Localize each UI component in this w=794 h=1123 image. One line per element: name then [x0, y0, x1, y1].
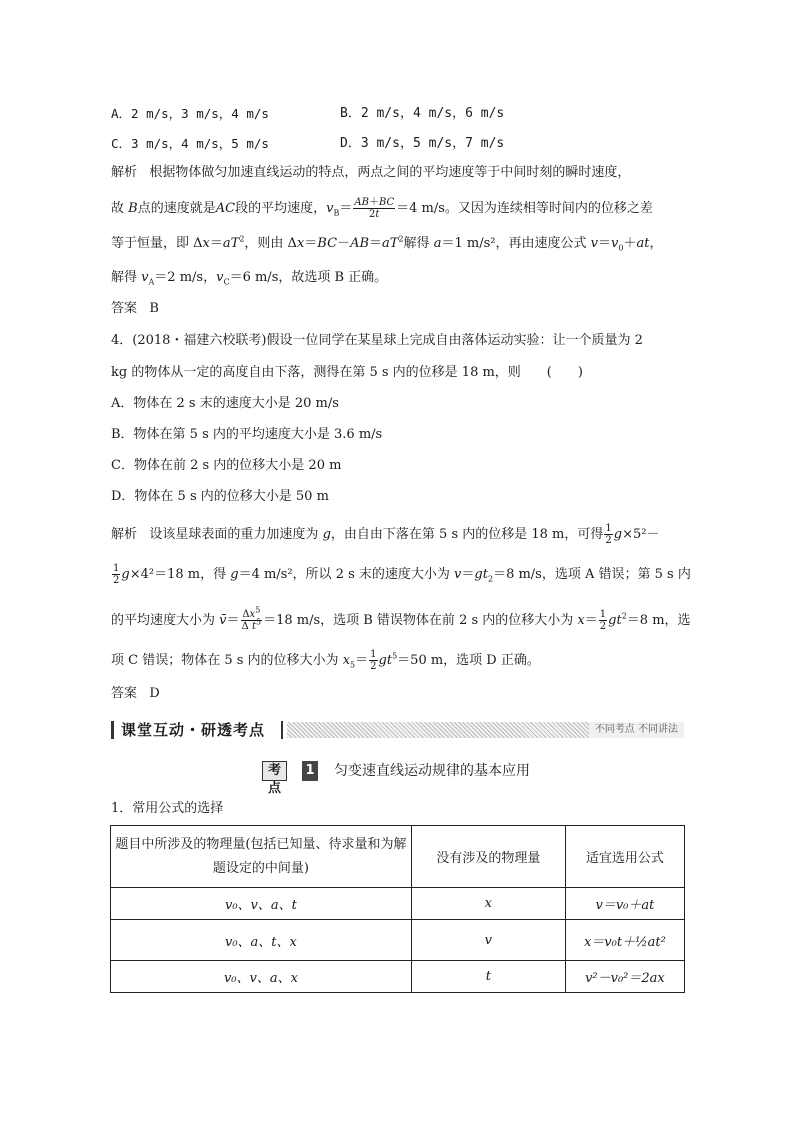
table-header-cell: 题目中所涉及的物理量(包括已知量、待求量和为解题设定的中间量)	[111, 826, 412, 888]
formula-table	[110, 825, 685, 993]
q4-stem-line-2: kg 的物体从一定的高度自由下落，测得在第 5 s 内的位移是 18 m，则 ( )	[111, 365, 583, 380]
table-cell: v	[411, 920, 565, 961]
q4-analysis-line-4: 项 C 错误；物体在 5 s 内的位移大小为 $x_5=$ $\frac{1}{2}$ $gt^5=50$ m，选项 D 正确。	[111, 649, 540, 672]
table-row	[111, 961, 685, 993]
table-row	[111, 920, 685, 961]
table-row	[111, 888, 685, 920]
q4-option-a: A．物体在 2 s 末的速度大小是 20 m/s	[111, 396, 339, 411]
table-cell: v＝v₀＋at	[565, 888, 684, 920]
q4-option-b: B．物体在第 5 s 内的平均速度大小是 3.6 m/s	[111, 427, 383, 442]
topic-title: 匀变速直线运动规律的基本应用	[334, 763, 530, 779]
topic-badge: 考点	[262, 761, 287, 781]
topic-number: 1	[302, 761, 318, 781]
q3-analysis-line-4: 解得 $v_A=2$ m/s，$v_C=6$ m/s，故选项 B 正确。	[111, 270, 388, 287]
analysis-label: 解析	[111, 165, 138, 180]
q3-answer: 答案 B	[111, 301, 159, 316]
q4-option-d: D．物体在 5 s 内的位移大小是 50 m	[111, 489, 329, 504]
q3-option-c: C．3 m/s，4 m/s，5 m/s	[111, 136, 269, 151]
q3-option-d: D．3 m/s，5 m/s，7 m/s	[340, 136, 505, 151]
table-header-row	[111, 826, 685, 888]
q3-analysis-line-1: 解析 根据物体做匀加速直线运动的特点，两点之间的平均速度等于中间时刻的瞬时速度，	[111, 165, 631, 180]
q3-analysis-line-2: 故 B点的速度就是AC段的平均速度，$v_B=$ $\frac{AB+BC}{2t}$ ＝4 m/s。又因为连续相等时间内的位移之差	[111, 197, 653, 220]
table-cell: x＝v₀t＋½at²	[565, 920, 684, 961]
formula-fraction: $\frac{AB+BC}{2t}$	[354, 197, 395, 220]
table-cell: v²－v₀²＝2ax	[565, 961, 684, 993]
table-header-cell: 没有涉及的物理量	[411, 826, 565, 888]
table-cell: t	[411, 961, 565, 993]
table-cell: v₀、a、t、x	[111, 920, 412, 961]
banner-separator	[281, 721, 283, 739]
subheading: 1．常用公式的选择	[111, 801, 224, 816]
table-cell: v₀、v、a、t	[111, 888, 412, 920]
q3-option-b: B．2 m/s，4 m/s，6 m/s	[340, 106, 505, 121]
table-cell: v₀、v、a、x	[111, 961, 412, 993]
section-title: 课堂互动・研透考点	[121, 721, 266, 739]
q4-option-c: C．物体在前 2 s 内的位移大小是 20 m	[111, 458, 342, 473]
q4-analysis-line-3: 的平均速度大小为 v̄＝ $\frac{\Delta x^5}{\Delta t^5}$ ＝18 m/s，选项 B 错误物体在前 2 s 内的位移大小为 x＝ $\frac{1}{2}$ $gt^2=8$ m，选	[111, 605, 691, 632]
banner-bar-icon	[111, 721, 114, 739]
q4-stem-line-1: 4．(2018・福建六校联考)假设一位同学在某星球上完成自由落体运动实验：让一个质量为 2	[111, 333, 643, 348]
section-banner	[111, 719, 684, 741]
table-cell: x	[411, 888, 565, 920]
q4-answer: 答案 D	[111, 686, 160, 701]
table-header-cell: 适宜选用公式	[565, 826, 684, 888]
q3-option-a: A．2 m/s，3 m/s，4 m/s	[111, 106, 269, 121]
q3-analysis-line-3: 等于恒量，即 $\Delta x=aT^2$，则由 $\Delta x=BC-AB=aT^2$解得 a＝1 m/s²，再由速度公式 $v=v_0+at$，	[111, 234, 663, 253]
q4-analysis-line-2: $\frac{1}{2}$ g×4²＝18 m，得 g＝4 m/s²，所以 2 s 末的速度大小为 $v=gt_2=8$ m/s，选项 A 错误；第 5 s 内	[113, 563, 691, 586]
q4-analysis-line-1: 解析 设该星球表面的重力加速度为 g，由自由下落在第 5 s 内的位移是 18 m，可得 $\frac{1}{2}$ g×5²－	[111, 523, 660, 546]
section-tag: 不同考点 不同讲法	[589, 722, 684, 738]
